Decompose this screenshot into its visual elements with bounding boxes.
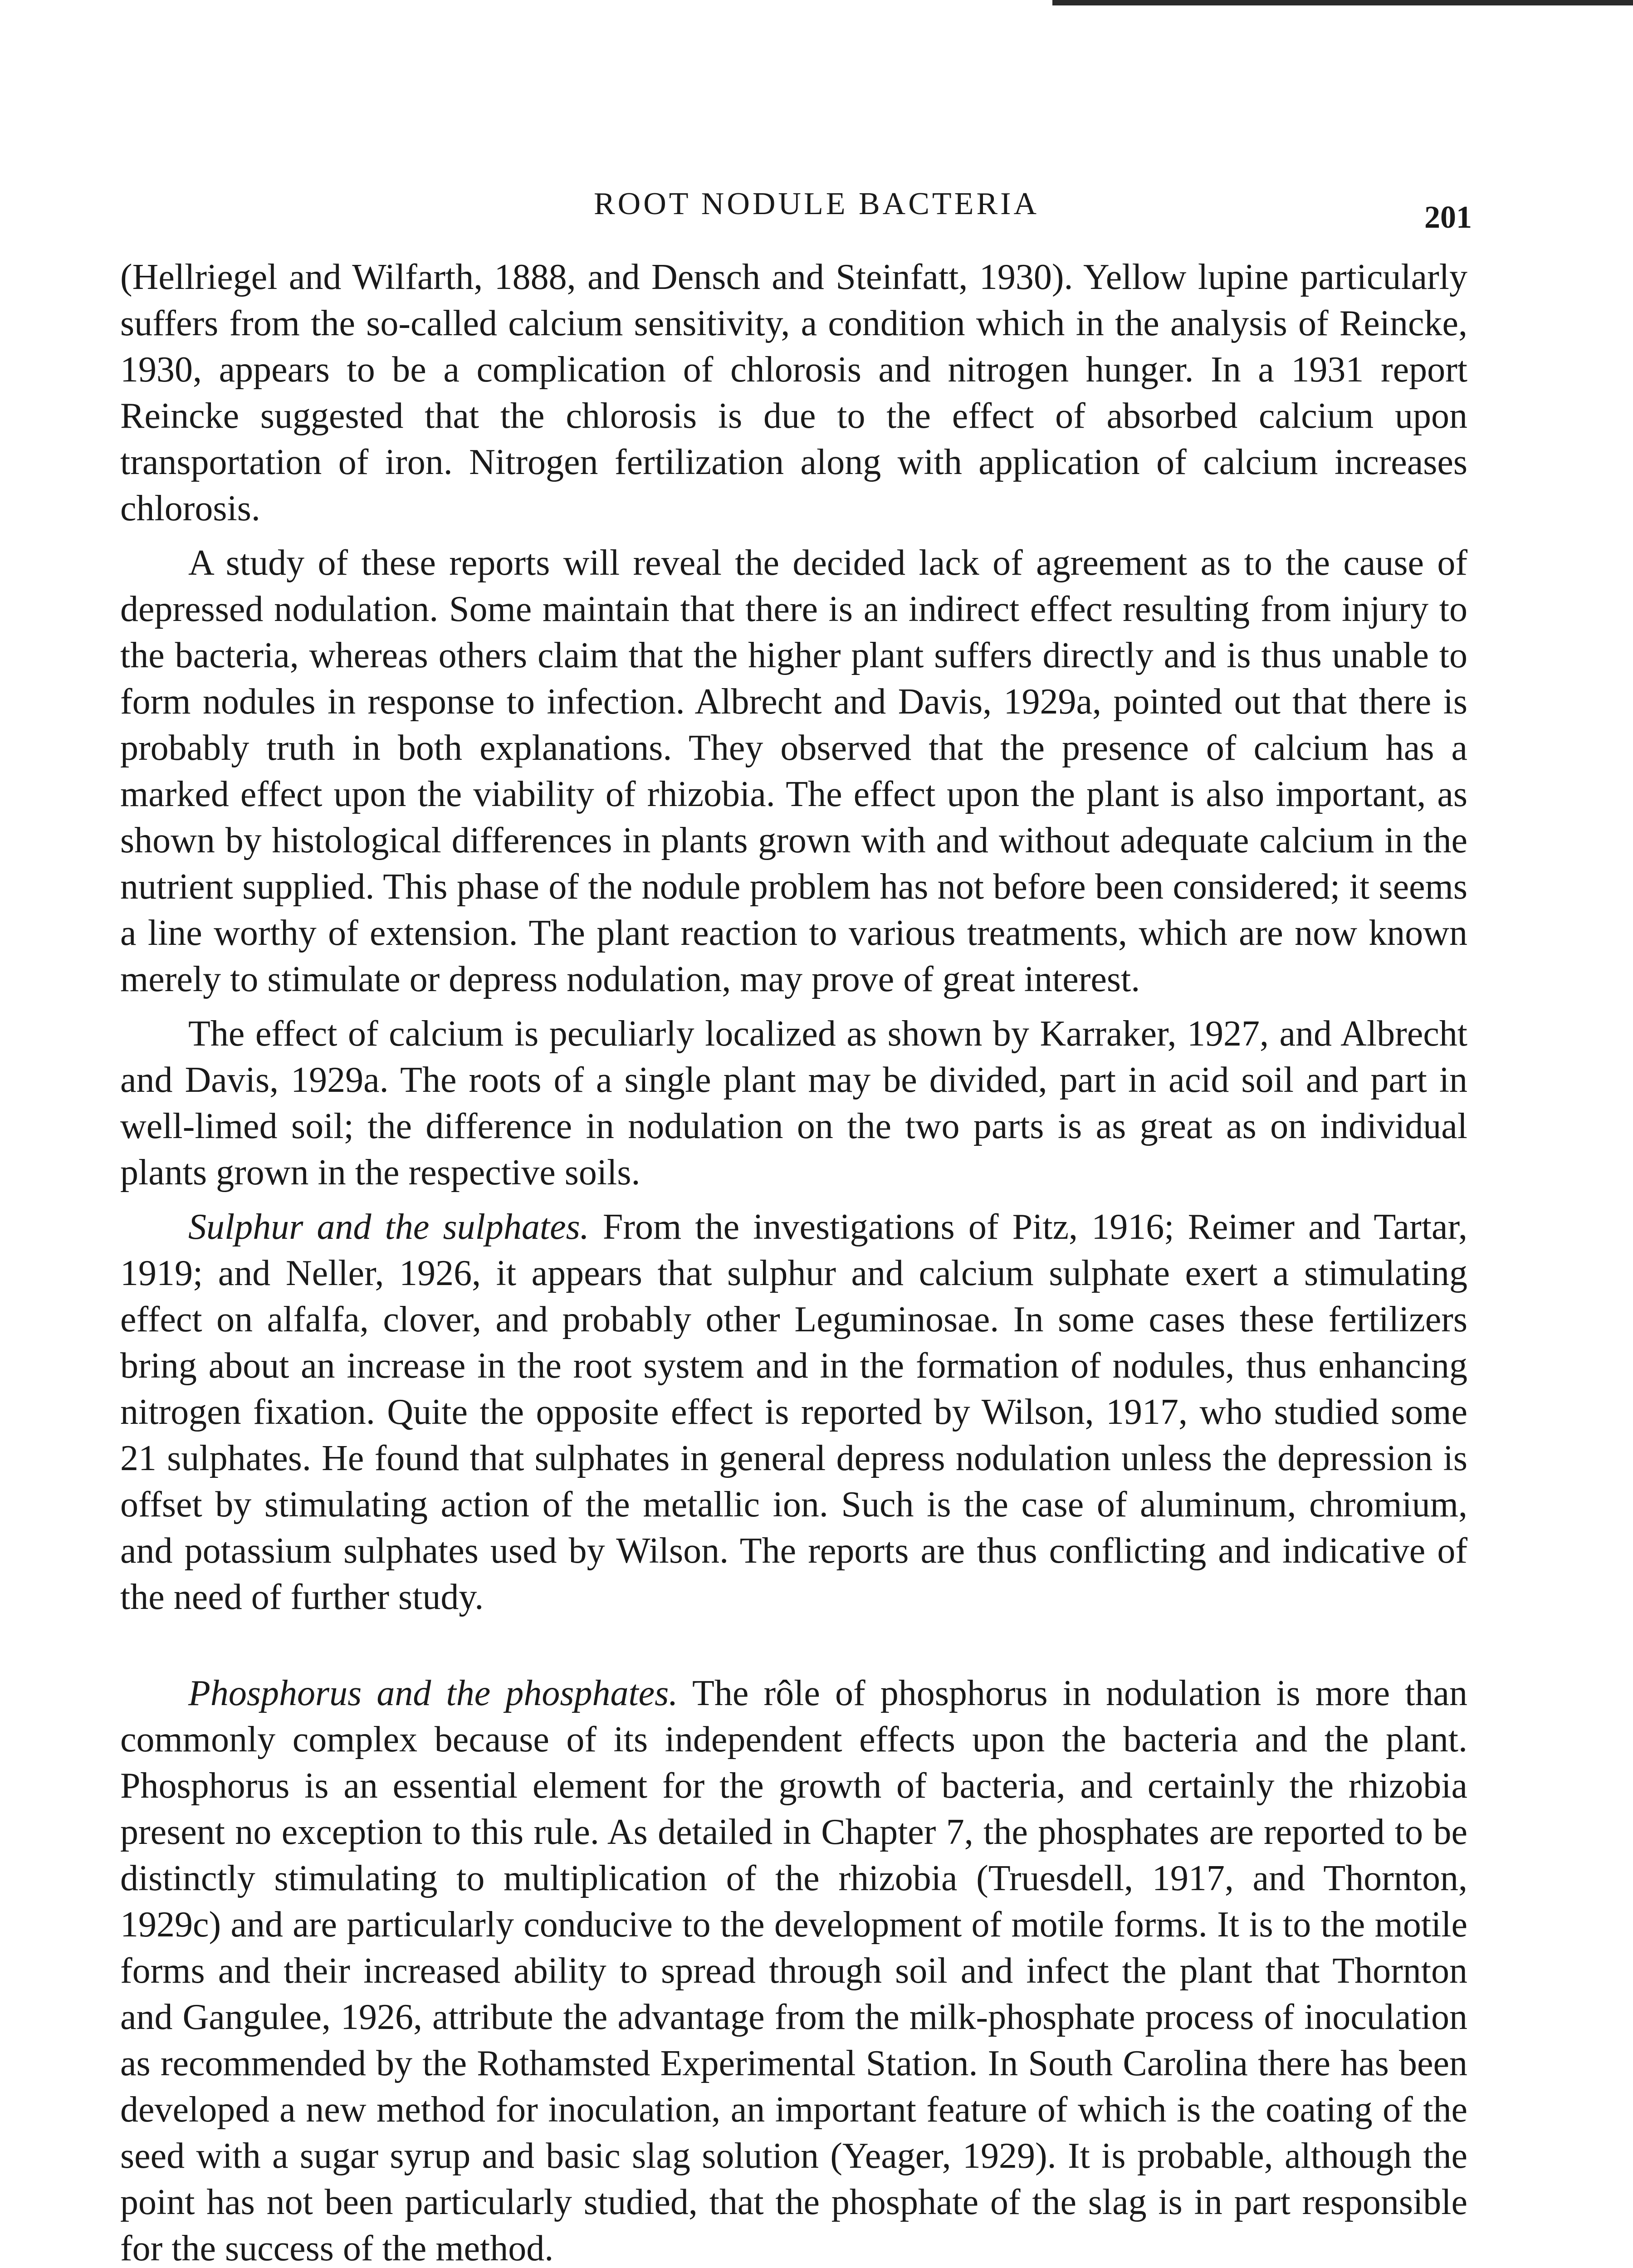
paragraph-text: (Hellriegel and Wilfarth, 1888, and Densch and Steinfatt, 1930). Yellow lupine particularly suffers from the so-called calcium sensitivity, a condition which in the analysis of Reincke, 1930, appears to be a complication of chlorosis and nitrogen hunger. In a 1931 report Reincke suggested that the chlorosis is due to the effect of absorbed calcium upon transportation of iron. Nitrogen fertilization along with application of calcium increases chlorosis. [120, 257, 1467, 528]
paragraph-calcium-localized [120, 1011, 1467, 1196]
paragraph-calcium-sensitivity [120, 254, 1467, 532]
running-head: ROOT NODULE BACTERIA [593, 186, 1039, 221]
paragraph-depressed-nodulation [120, 540, 1467, 1002]
paragraph-phosphorus-phosphates [120, 1670, 1467, 2268]
top-edge-rule [1052, 0, 1633, 5]
paragraph-text: A study of these reports will reveal the decided lack of agreement as to the cause of depressed nodulation. Some maintain that there is an indirect effect resulting from injury to the bacteria, whereas others claim that the higher plant suffers directly and is thus unable to form nodules in response to infection. Albrecht and Davis, 1929a, pointed out that there is probably truth in both explanations. They observed that the presence of calcium has a marked effect upon the viability of rhizobia. The effect upon the plant is also important, as shown by histological differences in plants grown with and without adequate calcium in the nutrient supplied. This phase of the nodule problem has not before been considered; it seems a line worthy of extension. The plant reaction to various treatments, which are now known merely to stimulate or depress nodulation, may prove of great interest. [120, 543, 1467, 999]
page-number: 201 [1424, 200, 1472, 235]
paragraph-text: From the investigations of Pitz, 1916; Reimer and Tartar, 1919; and Neller, 1926, it appears that sulphur and calcium sulphate exert a stimulating effect on alfalfa, clover, and probably other Leguminosae. In some cases these fertilizers bring about an increase in the root system and in the formation of nodules, thus enhancing nitrogen fixation. Quite the opposite effect is reported by Wilson, 1917, who studied some 21 sulphates. He found that sulphates in general depress nodulation unless the depression is offset by stimulating action of the metallic ion. Such is the case of aluminum, chromium, and potassium sulphates used by Wilson. The reports are thus conflicting and indicative of the need of further study. [120, 1207, 1467, 1617]
paragraph-text: The rôle of phosphorus in nodulation is more than commonly complex because of its independent effects upon the bacteria and the plant. Phosphorus is an essential element for the growth of bacteria, and certainly the rhizobia present no exception to this rule. As detailed in Chapter 7, the phosphates are reported to be distinctly stimulating to multiplication of the rhizobia (Truesdell, 1917, and Thornton, 1929c) and are particularly conducive to the development of motile forms. It is to the motile forms and their increased ability to spread through soil and infect the plant that Thornton and Gangulee, 1926, attribute the advantage from the milk-phosphate process of inoculation as recommended by the Rothamsted Experimental Station. In South Carolina there has been developed a new method for inoculation, an important feature of which is the coating of the seed with a sugar syrup and basic slag solution (Yeager, 1929). It is probable, although the point has not been particularly studied, that the phosphate of the slag is in part responsible for the success of the method. [120, 1673, 1468, 2268]
paragraph-text: The effect of calcium is peculiarly localized as shown by Karraker, 1927, and Albrecht and Davis, 1929a. The roots of a single plant may be divided, part in acid soil and part in well-limed soil; the difference in nodulation on the two parts is as great as on individual plants grown in the respective soils. [120, 1014, 1467, 1193]
section-lead-phosphorus: Phosphorus and the phosphates. [188, 1673, 678, 1713]
section-lead-sulphur: Sulphur and the sulphates. [188, 1207, 589, 1247]
body-text [120, 254, 1467, 2268]
paragraph-sulphur-sulphates [120, 1204, 1467, 1620]
